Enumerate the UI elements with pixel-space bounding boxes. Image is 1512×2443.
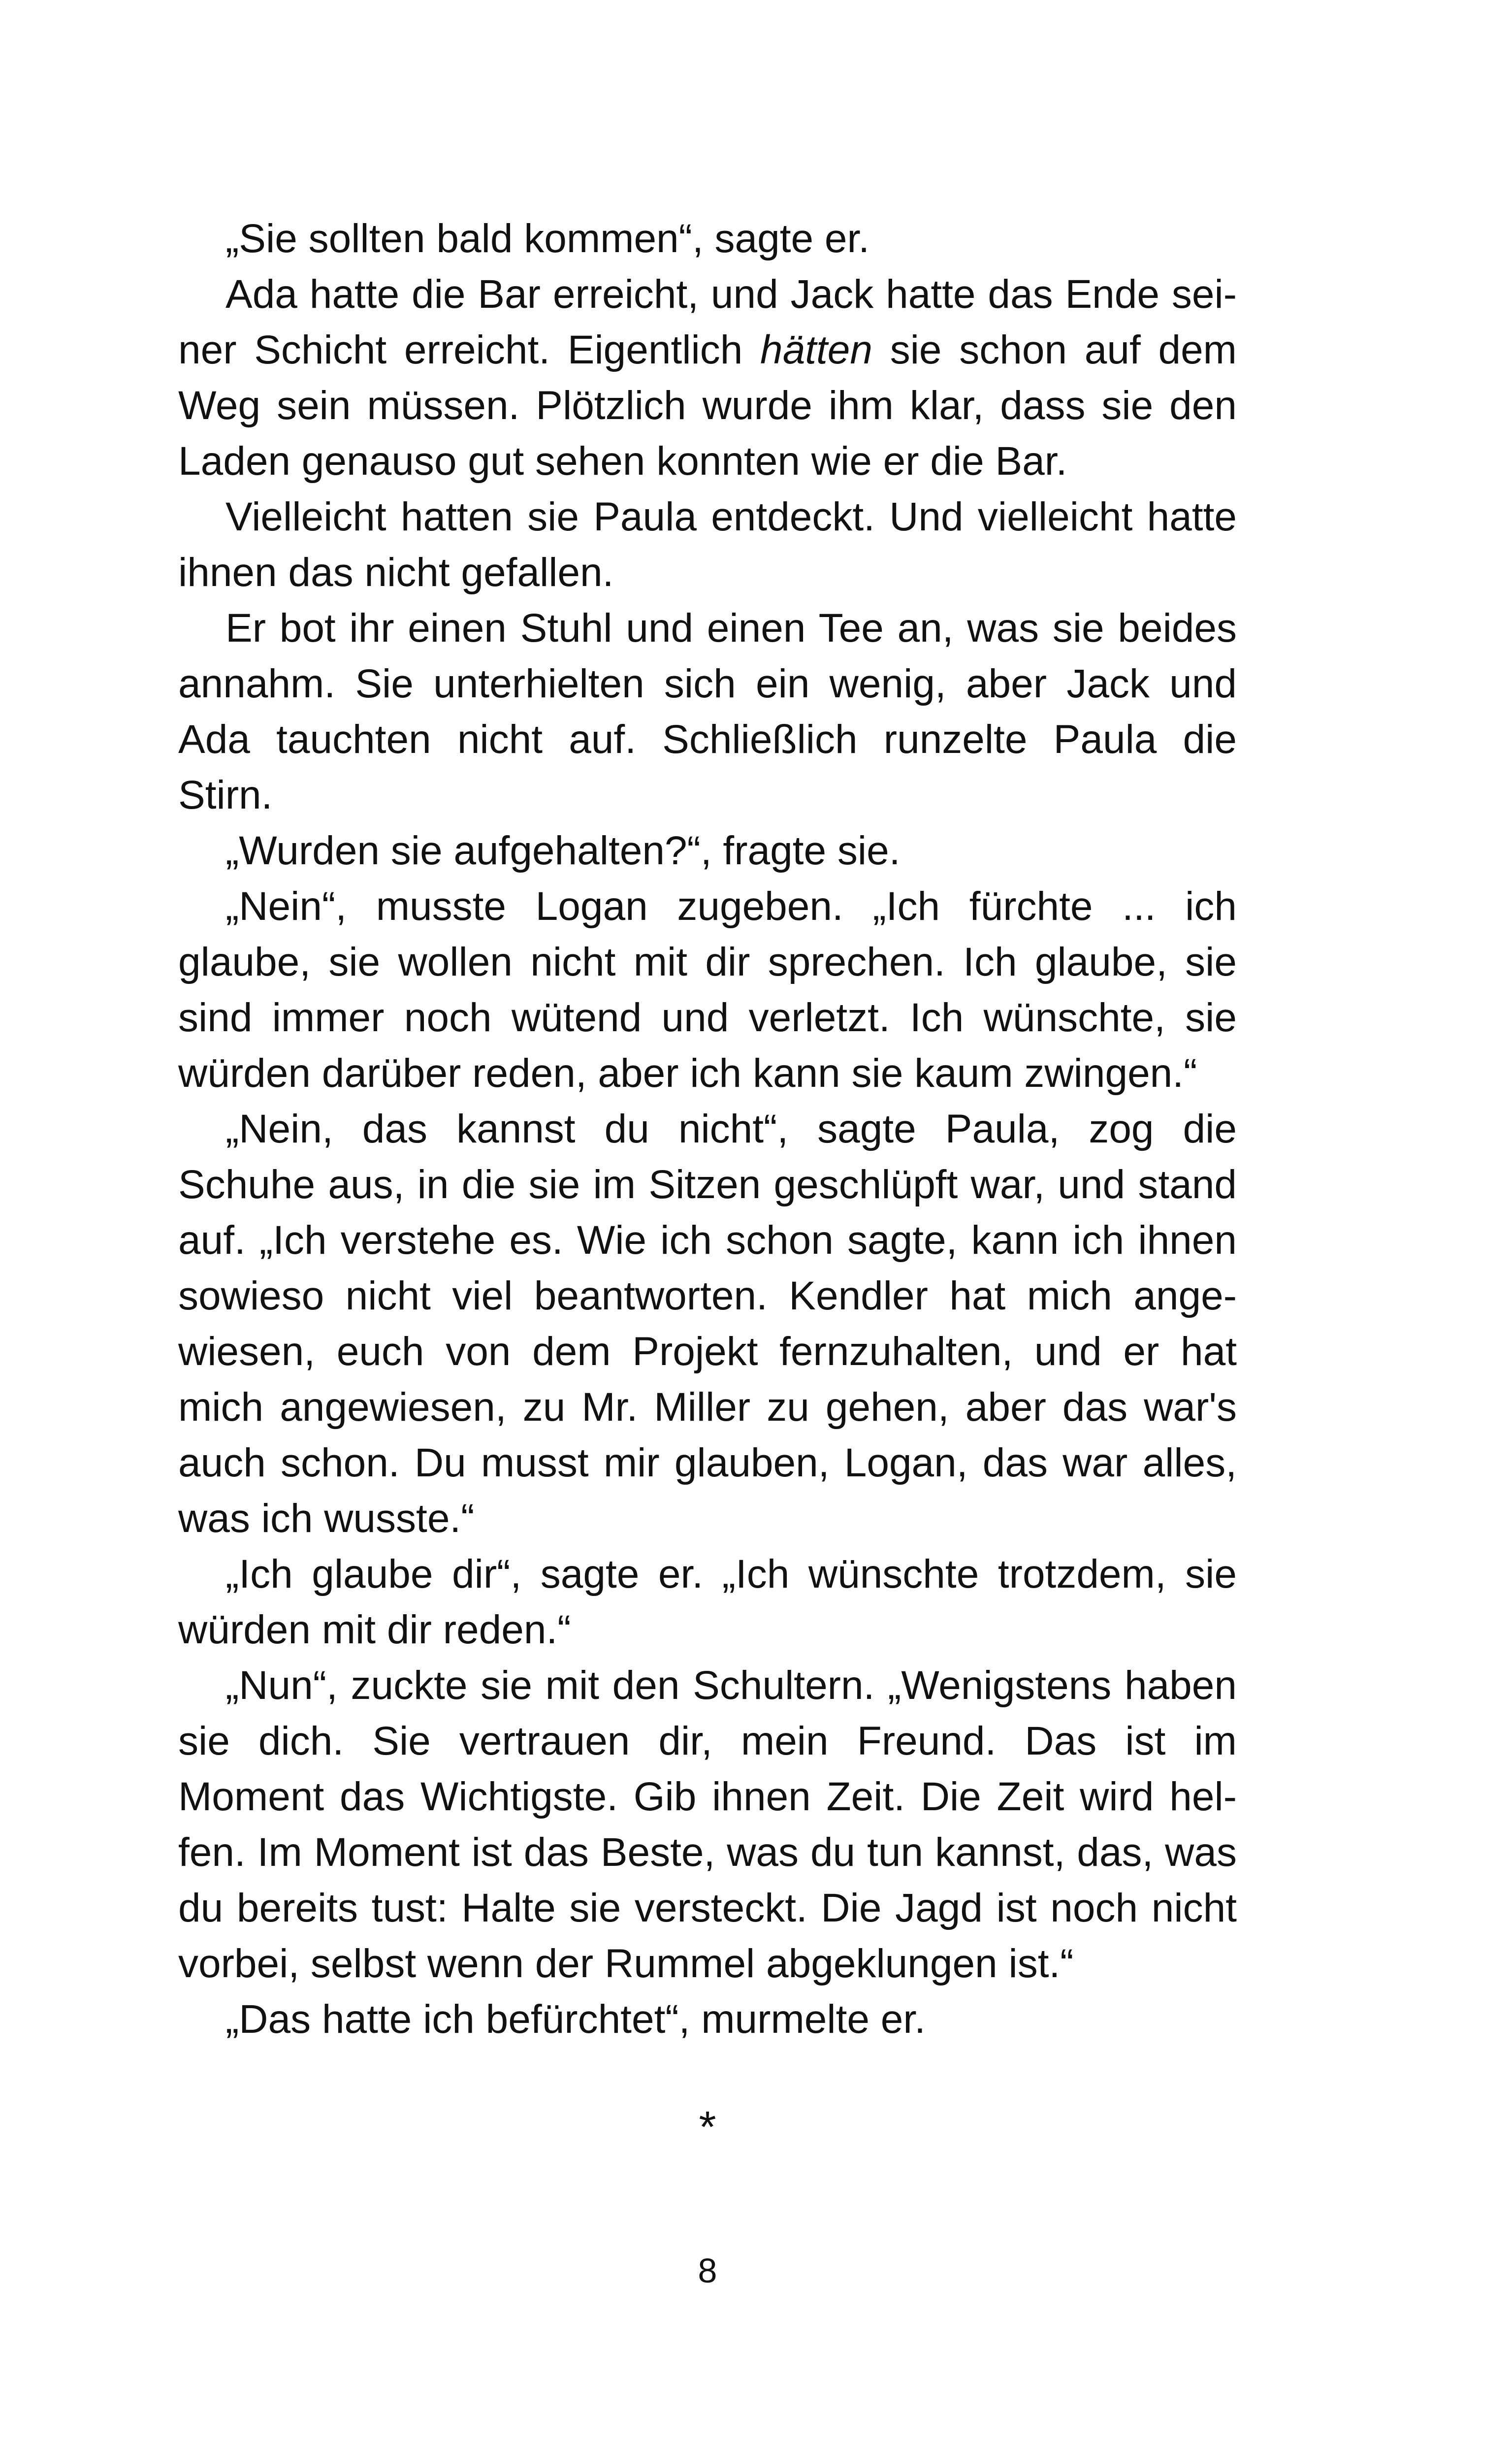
paragraph: „Nun“, zuckte sie mit den Schultern. „Wenigstens haben sie dich. Sie vertrauen dir, mein Freund. Das ist im Moment das Wichtigste. Gib ihnen Zeit. Die Zeit wird helfen. Im Moment ist das Beste, was du tun kannst, das, was du bereits tust: Halte sie versteckt. Die Jagd ist noch nicht vorbei, selbst wenn der Rummel abgeklungen ist.“ [178,1663,1237,1986]
emphasized-word: hätten [760,327,872,372]
paragraph: „Wurden sie aufgehalten?“, fragte sie. [225,828,901,873]
body-text [178,211,1237,2047]
paragraph-text: sie schon auf dem Weg sein müssen. Plötzlich wurde ihm klar, dass sie den Laden genauso gut sehen konnten wie er die Bar. [178,327,1237,484]
paragraph: „Das hatte ich befürchtet“, murmelte er. [225,1997,926,2042]
paragraph: Er bot ihr einen Stuhl und einen Tee an, was sie beides annahm. Sie unterhielten sich ein wenig, aber Jack und Ada tauchten nicht auf. Schließlich runzelte Paula die Stirn. [178,606,1237,817]
paragraph: Vielleicht hatten sie Paula entdeckt. Und vielleicht hatte ihnen das nicht gefallen. [178,494,1237,595]
paragraph: „Nein, das kannst du nicht“, sagte Paula, zog die Schuhe aus, in die sie im Sitzen geschlüpft war, und stand auf. „Ich verstehe es. Wie ich schon sagte, kann ich ihnen sowieso nicht viel beantworten. Kendler hat mich angewiesen, euch von dem Projekt fernzuhalten, und er hat mich angewiesen, zu Mr. Miller zu gehen, aber das war's auch schon. Du musst mir glauben, Logan, das war alles, was ich wusste.“ [178,1107,1237,1541]
paragraph: „Nein“, musste Logan zugeben. „Ich fürchte ... ich glaube, sie wollen nicht mit dir sprechen. Ich glaube, sie sind immer noch wütend und verletzt. Ich wünschte, sie würden darüber reden, aber ich kann sie kaum zwingen.“ [178,884,1237,1096]
paragraph-text: Ada hatte die Bar erreicht, und Jack hatte das Ende seiner Schicht erreicht. Eigentlich [178,272,1237,372]
paragraph: „Ich glaube dir“, sagte er. „Ich wünschte trotzdem, sie würden mit dir reden.“ [178,1552,1237,1652]
paragraph: „Sie sollten bald kommen“, sagte er. [225,216,870,261]
page-number: 8 [698,2251,717,2290]
paragraph [178,266,1237,489]
section-break: * [699,2103,716,2152]
